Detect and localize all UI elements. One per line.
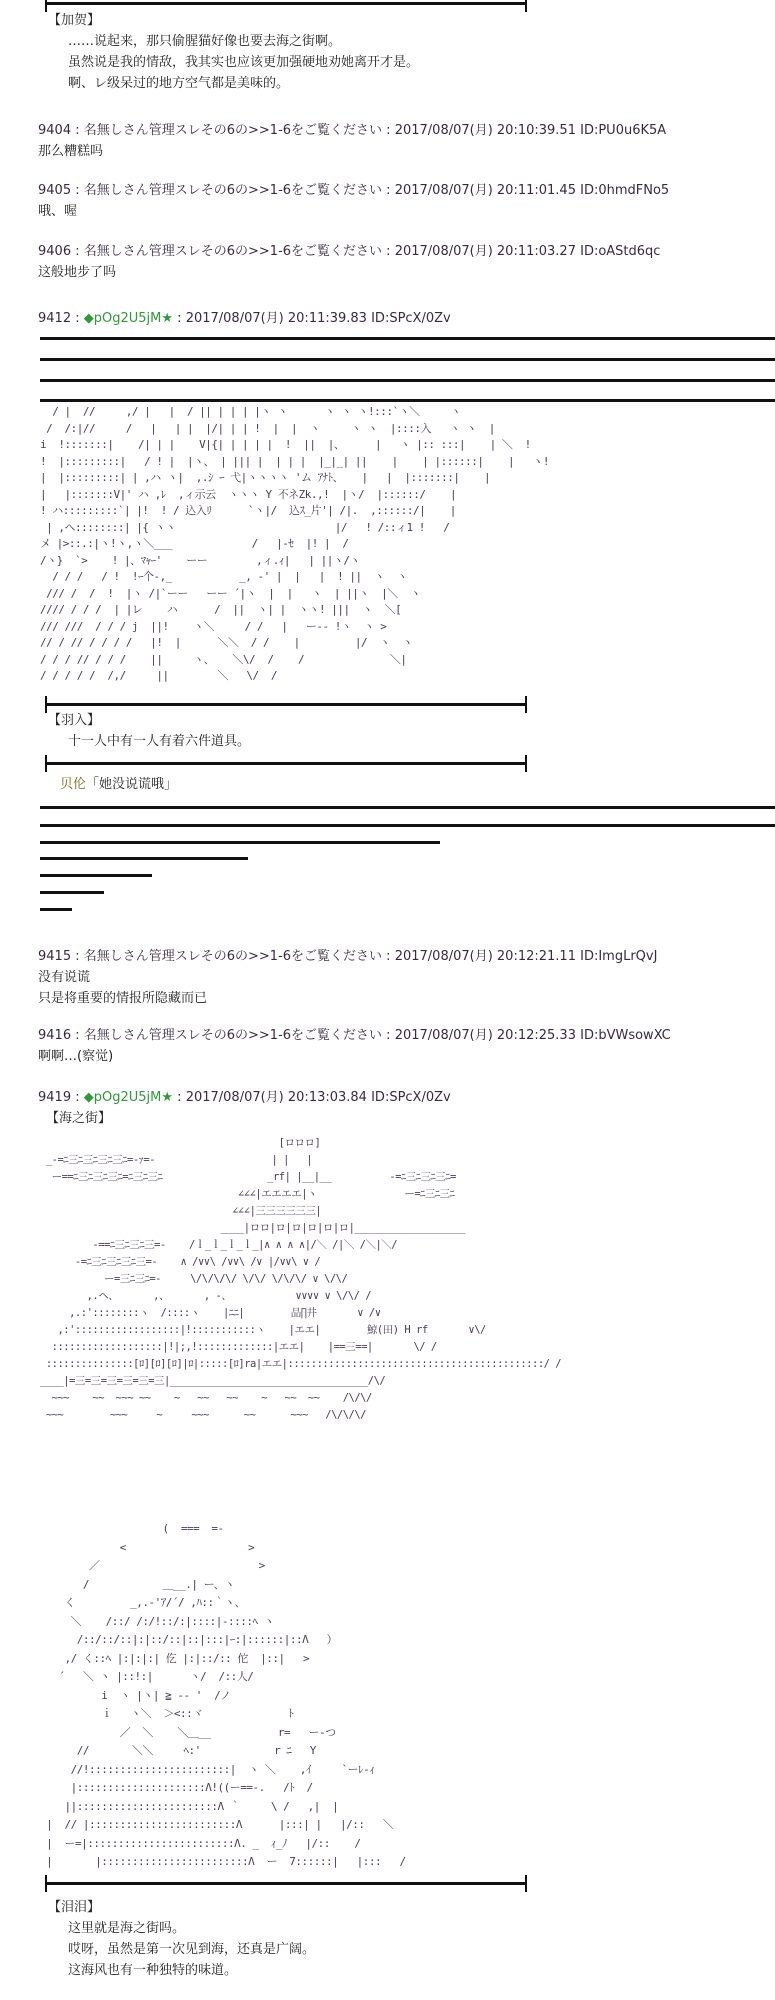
leilei-block: [48, 1897, 315, 1981]
bellun-line: [60, 774, 177, 795]
ascii-art-girl: / | // ,/ | | / || | | | |ヽ ヽ ヽ ヽ ヽ!:::`ヽ＼ ヽ / /:|// / | | | |/| | | ! | | ヽ ヽ ヽ |::::入 ヽ ヽ | i !:::::::| /| | | V|{| | | | | ! || |、 | ヽ |:: :::| | ＼ ! ! |:::::::::| / ! | |ヽ、 | ||| | | | | |_|_| || | | |::::::| | ヽ! | |:::::::::| | ,ハ ヽ| ,.ｼ ｰ 弋|ヽヽヽヽ 'ム ｱﾅﾄ、 | | |:::::::| | | |:::::::V|' ハ ,ﾚ ,ィ示云 ヽヽヽ Y 不ネZk.,! |ヽ/ |::::::/ | ! ハ:::::::::`| |! ! / 込入ﾘ `ヽ|/ 込ｽ_片'| /|. ,::::::/| | | ,ヘ::::::::| |{ ヽヽ |/ ! /::ィ1 ! / メ |>::.:|ヽ!ヽ,ヽ＼___ / |-ｾ |! | / /ヽ} `> ! |、ﾏｬｰ' ーー ,ィ.ｨ| | ||ヽ/ヽ / / / / ! !ｰ个-,_ _, -' | | | ! || ヽ ヽ /// / / ! |ヽ /|`ーー ーー ´|ヽ | | ヽ | ||ヽ |＼ ヽ //// / / / | |レ ハ / || ヽ| | ヽヽ! ||| ヽ ＼[ /// /// / / / j ||! ヽ＼ / / | ー‐‐ !ヽ ヽ > // / // / / / / |! | ＼＼ / / | |/ ヽ ヽ / / / // / / / || ヽ、 ＼\/ / / ＼| / / / / / /,/ || ＼ \/ /: [40, 405, 550, 682]
post: [38, 1025, 671, 1067]
poster-id[interactable]: ID:oAStd6qc: [580, 244, 661, 259]
separator: :: [382, 123, 395, 138]
post-body: 没有说谎: [38, 970, 91, 985]
poster-name: 名無しさん管理スレその6の>>1-6をご覧ください: [83, 123, 383, 138]
poster-id[interactable]: ID:ImgLrQvJ: [580, 949, 658, 964]
divider-bar: [40, 337, 775, 340]
post-number[interactable]: 9419: [38, 1090, 72, 1105]
speaker-label: 【羽入】: [48, 713, 101, 728]
post-date: 2017/08/07(月) 20:13:03.84: [185, 1090, 367, 1105]
star-icon: ★: [161, 311, 174, 326]
divider-bar: [40, 358, 775, 361]
post-number[interactable]: 9406: [38, 244, 72, 259]
poster-id[interactable]: ID:SPcX/0Zv: [371, 1090, 451, 1105]
divider-bar: [40, 806, 775, 809]
ascii-art-town: [ロロロ] _-=ﾆ三ﾆ三ﾆ三ﾆ三ﾆ=-ｧ=- | | | ー==ﾆ三ﾆ三ﾆ三ﾆ=ﾆ三ﾆ三ﾆ _rf| |__|__ -=ﾆ三ﾆ三ﾆ三ﾆ= ∠∠∠|エエエエ|ヽ ー=ﾆ三ﾆ三ﾆ ∠∠∠|三三三三三三| ____|ロロ|ロ|ロ|ロ|ロ|ロ|___________________ -==ﾆ三ﾆ三ﾆ三=- /ｌ_ｌ_ｌ_ｌ_|∧ ∧ ∧ ∧|/＼ /|＼ /＼|＼/ -=ﾆ三ﾆ三ﾆ三ﾆ三=- ∧ /∨∨\ /∨∨\ /∨ |/∨∨\ ∨ / ー=三ﾆ三ﾆ=- \/\/\/\/ \/\/ \/\/\/ ∨ \/\/ ,.ヘ、 ,、 , ‐、 ∨∨∨∨ ∨ \/\/ / ,.:'::::::::ヽ /::::ヽ |ﾆﾆ| 品∏井 ∨ /∨ ,:'::::::::::::::::::|!:::::::::::ヽ |エエ| 鯨(田) H rf ∨\/ :::::::::::::::::::|!|;,!:::::::::::::|エエ| |==三==| \/ / :::::::::::::::[ﾛ][ﾛ][ﾛ]|ﾛ|:::::[ﾛ]ra|エエ|::::::::::::::::::::::::::::::::::::::::::::/ / ____|=三=三=三=三=三=三|__________________________________/\/ ~~~ ~~ ~~~ ~~ ~ ~~ ~~ ~ ~~ ~~ /\/\/ ~~~ ~~~ ~ ~~~ ~~ ~~~ /\/\/\/: [40, 1137, 562, 1421]
separator: :: [71, 244, 84, 259]
author-trip: ◆pOg2U5jM: [83, 311, 162, 326]
dialogue-line: 这里就是海之街吗。: [68, 1921, 186, 1936]
post-date: 2017/08/07(月) 20:12:25.33: [394, 1028, 576, 1043]
post: [38, 308, 451, 329]
separator-line: [45, 762, 527, 765]
speaker-name: 贝伦: [60, 777, 87, 792]
separator-line: [45, 2, 527, 5]
separator: :: [173, 311, 186, 326]
post-body: 那么糟糕吗: [38, 144, 104, 159]
separator: :: [71, 123, 84, 138]
post-header: [38, 241, 660, 262]
star-icon: ★: [161, 1090, 174, 1105]
post-date: 2017/08/07(月) 20:11:39.83: [185, 311, 367, 326]
divider-bar: [40, 841, 440, 844]
post-number[interactable]: 9405: [38, 183, 72, 198]
divider-bar: [40, 891, 104, 894]
location-title: 【海之街】: [46, 1111, 112, 1126]
dialogue-line: ……说起来，那只偷腥猫好像也要去海之街啊。: [68, 34, 342, 49]
kaga-block: [48, 10, 419, 94]
post-header: [38, 946, 657, 967]
poster-id[interactable]: ID:0hmdFNo5: [580, 183, 670, 198]
quote: 「她没说谎哦」: [86, 777, 178, 792]
poster-name: 名無しさん管理スレその6の>>1-6をご覧ください: [83, 244, 383, 259]
separator-line: [45, 703, 527, 706]
post-date: 2017/08/07(月) 20:11:03.27: [394, 244, 576, 259]
post-date: 2017/08/07(月) 20:10:39.51: [394, 123, 576, 138]
speaker-label: 【加贺】: [48, 13, 101, 28]
post-date: 2017/08/07(月) 20:12:21.11: [394, 949, 576, 964]
ascii-art-leilei: ( === =- < > ／ > / ＿__.| ー、ヽ く _,.-'ｱ/´/ ,ﾊ::｀ヽ、 ＼ /::/ /:/!::/:|::::|-::::ﾍ ヽ /::/::/::|:|::/::|::|:::|ｰ:|::::::|::Λ ） ,/ く::ﾍ |:|:|:| 仡 |:|::/:: 佗 |::| > ´ ＼ ヽ |::!:| ヽ/ /::人/ i ヽ |ヽ| ≧ -‐ ' /ノ ｉ ヽ＼ ＞<::ヾ ﾄ ／ ＼ ＼＿__ r= ー-つ // ＼＼ ﾍ:' r ﾆ Y //!:::::::::::::::::::::::| ヽ ＼ ,ｲ `ーﾚ-ｨ |:::::::::::::::::::::Λ!((ー==-. /ﾄ / ||:::::::::::::::::::::::Λ ｀ \ / ,| | | // |::::::::::::::::::::::::Λ |:::| | |/:: ＼ | ー=|::::::::::::::::::::::::Λ. _ ｨ_ﾉ |/:: / | |::::::::::::::::::::::::Λ ー 7::::::| |::: /: [46, 1522, 406, 1868]
poster-id[interactable]: ID:SPcX/0Zv: [371, 311, 451, 326]
post-number[interactable]: 9404: [38, 123, 72, 138]
post-header: [38, 1087, 451, 1108]
post-number[interactable]: 9415: [38, 949, 72, 964]
poster-id[interactable]: ID:PU0u6K5A: [580, 123, 667, 138]
dialogue-line: 啊、レ级呆过的地方空气都是美味的。: [68, 76, 290, 91]
separator: :: [71, 183, 84, 198]
separator: :: [71, 1028, 84, 1043]
post-header: [38, 180, 669, 201]
separator: :: [71, 311, 84, 326]
separator-line: [45, 1882, 527, 1885]
post-header: [38, 308, 451, 329]
divider-bar: [40, 857, 248, 860]
post-header: [38, 1025, 671, 1046]
poster-name: 名無しさん管理スレその6の>>1-6をご覧ください: [83, 183, 383, 198]
dialogue-line: 哎呀，虽然是第一次见到海，还真是广阔。: [68, 1942, 316, 1957]
divider-bar: [40, 379, 775, 382]
speaker-label: 【泪泪】: [48, 1900, 101, 1915]
separator: :: [71, 949, 84, 964]
post-body: 这般地步了吗: [38, 265, 117, 280]
separator: :: [382, 244, 395, 259]
post: [38, 180, 669, 222]
divider-bar: [40, 399, 775, 402]
dialogue-line: 这海风也有一种独特的味道。: [68, 1963, 238, 1978]
post-body: 哦、喔: [38, 204, 78, 219]
post-number[interactable]: 9412: [38, 311, 72, 326]
poster-id[interactable]: ID:bVWsowXC: [580, 1028, 671, 1043]
dialogue-line: 十一人中有一人有着六件道具。: [68, 734, 251, 749]
post-number[interactable]: 9416: [38, 1028, 72, 1043]
author-trip: ◆pOg2U5jM: [83, 1090, 162, 1105]
separator: :: [382, 1028, 395, 1043]
post-date: 2017/08/07(月) 20:11:01.45: [394, 183, 576, 198]
divider-bar: [40, 824, 775, 827]
post-body: 只是将重要的情报所隐藏而已: [38, 991, 208, 1006]
separator: :: [382, 183, 395, 198]
post-header: [38, 120, 666, 141]
post: [38, 120, 666, 162]
separator: :: [71, 1090, 84, 1105]
post: [38, 241, 660, 283]
post: [38, 946, 657, 1009]
poster-name: 名無しさん管理スレその6の>>1-6をご覧ください: [83, 949, 383, 964]
post-body: 啊啊…(察觉): [38, 1049, 114, 1064]
post: [38, 1087, 451, 1129]
poster-name: 名無しさん管理スレその6の>>1-6をご覧ください: [83, 1028, 383, 1043]
separator: :: [173, 1090, 186, 1105]
hanyuu-block: [48, 710, 250, 752]
divider-bar: [40, 874, 152, 877]
separator: :: [382, 949, 395, 964]
dialogue-line: 虽然说是我的情敌，我其实也应该更加强硬地劝她离开才是。: [68, 55, 420, 70]
divider-bar: [40, 908, 72, 911]
